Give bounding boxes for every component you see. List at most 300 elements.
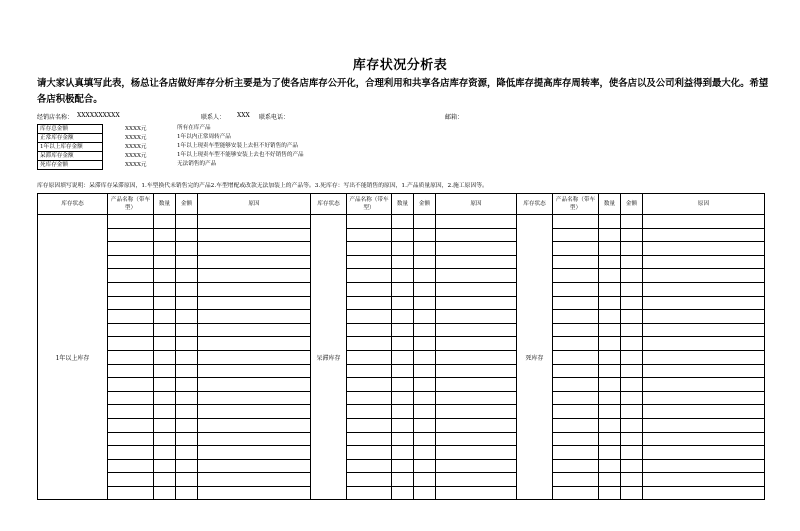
reason-cell[interactable] bbox=[436, 364, 517, 378]
reason-cell[interactable] bbox=[643, 432, 765, 446]
product-cell[interactable] bbox=[108, 391, 154, 405]
amount-cell[interactable] bbox=[176, 323, 198, 337]
product-cell[interactable] bbox=[108, 269, 154, 283]
reason-cell[interactable] bbox=[198, 215, 311, 229]
table-row bbox=[38, 486, 765, 500]
product-cell[interactable] bbox=[108, 473, 154, 487]
amount-cell[interactable] bbox=[621, 418, 643, 432]
product-cell[interactable] bbox=[347, 242, 392, 256]
header-qty: 数量 bbox=[599, 194, 621, 215]
product-cell[interactable] bbox=[553, 432, 599, 446]
amount-cell[interactable] bbox=[414, 405, 436, 419]
amount-cell[interactable] bbox=[176, 378, 198, 392]
reason-cell[interactable] bbox=[198, 473, 311, 487]
table-row bbox=[38, 337, 765, 351]
product-cell[interactable] bbox=[108, 459, 154, 473]
reason-cell[interactable] bbox=[436, 269, 517, 283]
reason-cell[interactable] bbox=[436, 459, 517, 473]
summary-row bbox=[38, 134, 184, 143]
qty-cell[interactable] bbox=[154, 255, 176, 269]
reason-cell[interactable] bbox=[643, 391, 765, 405]
product-cell[interactable] bbox=[347, 391, 392, 405]
reason-cell[interactable] bbox=[436, 296, 517, 310]
qty-cell[interactable] bbox=[599, 391, 621, 405]
amount-cell[interactable] bbox=[176, 405, 198, 419]
table-row bbox=[38, 323, 765, 337]
amount-cell[interactable] bbox=[621, 282, 643, 296]
table-row bbox=[38, 364, 765, 378]
header-product: 产品名称（带车型） bbox=[553, 194, 599, 215]
reason-cell[interactable] bbox=[436, 242, 517, 256]
product-cell[interactable] bbox=[347, 310, 392, 324]
table-row bbox=[38, 405, 765, 419]
product-cell[interactable] bbox=[347, 296, 392, 310]
product-cell[interactable] bbox=[553, 364, 599, 378]
amount-cell[interactable] bbox=[621, 310, 643, 324]
qty-cell[interactable] bbox=[599, 310, 621, 324]
amount-cell[interactable] bbox=[621, 215, 643, 229]
qty-cell[interactable] bbox=[154, 446, 176, 460]
reason-cell[interactable] bbox=[643, 242, 765, 256]
qty-cell[interactable] bbox=[154, 418, 176, 432]
reason-cell[interactable] bbox=[643, 350, 765, 364]
reason-cell[interactable] bbox=[198, 350, 311, 364]
qty-cell[interactable] bbox=[392, 405, 414, 419]
product-cell[interactable] bbox=[108, 486, 154, 500]
summary-label: 正常库存金额 bbox=[38, 134, 103, 143]
product-cell[interactable] bbox=[553, 310, 599, 324]
amount-cell[interactable] bbox=[176, 310, 198, 324]
amount-cell[interactable] bbox=[176, 459, 198, 473]
reason-cell[interactable] bbox=[198, 255, 311, 269]
amount-cell[interactable] bbox=[414, 282, 436, 296]
qty-cell[interactable] bbox=[392, 269, 414, 283]
qty-cell[interactable] bbox=[154, 296, 176, 310]
reason-cell[interactable] bbox=[436, 310, 517, 324]
amount-cell[interactable] bbox=[414, 310, 436, 324]
product-cell[interactable] bbox=[553, 296, 599, 310]
amount-cell[interactable] bbox=[621, 228, 643, 242]
status-cell: 1年以上库存 bbox=[38, 215, 108, 500]
qty-cell[interactable] bbox=[392, 323, 414, 337]
qty-cell[interactable] bbox=[154, 310, 176, 324]
qty-cell[interactable] bbox=[154, 364, 176, 378]
reason-cell[interactable] bbox=[643, 446, 765, 460]
product-cell[interactable] bbox=[108, 296, 154, 310]
amount-cell[interactable] bbox=[176, 446, 198, 460]
summary-label: 呆滞库存金额 bbox=[38, 152, 103, 161]
qty-cell[interactable] bbox=[599, 459, 621, 473]
qty-cell[interactable] bbox=[154, 228, 176, 242]
product-cell[interactable] bbox=[347, 418, 392, 432]
contact-value: XXX bbox=[237, 112, 250, 119]
qty-cell[interactable] bbox=[154, 486, 176, 500]
grid-body bbox=[38, 215, 765, 500]
amount-cell[interactable] bbox=[176, 486, 198, 500]
amount-cell[interactable] bbox=[414, 446, 436, 460]
product-cell[interactable] bbox=[108, 255, 154, 269]
amount-cell[interactable] bbox=[414, 364, 436, 378]
reason-cell[interactable] bbox=[436, 282, 517, 296]
amount-cell[interactable] bbox=[414, 473, 436, 487]
amount-cell[interactable] bbox=[176, 255, 198, 269]
product-cell[interactable] bbox=[553, 378, 599, 392]
header-amount: 金额 bbox=[621, 194, 643, 215]
product-cell[interactable] bbox=[553, 459, 599, 473]
product-cell[interactable] bbox=[347, 228, 392, 242]
amount-cell[interactable] bbox=[414, 228, 436, 242]
summary-row bbox=[38, 143, 184, 152]
amount-cell[interactable] bbox=[621, 255, 643, 269]
reason-cell[interactable] bbox=[436, 337, 517, 351]
table-row bbox=[38, 418, 765, 432]
reason-cell[interactable] bbox=[198, 405, 311, 419]
product-cell[interactable] bbox=[553, 269, 599, 283]
reason-cell[interactable] bbox=[643, 282, 765, 296]
product-cell[interactable] bbox=[108, 228, 154, 242]
reason-cell[interactable] bbox=[436, 418, 517, 432]
reason-cell[interactable] bbox=[198, 337, 311, 351]
table-row bbox=[38, 432, 765, 446]
amount-cell[interactable] bbox=[176, 337, 198, 351]
reason-cell[interactable] bbox=[436, 255, 517, 269]
dealer-label: 经销店名称： bbox=[37, 114, 74, 121]
table-row bbox=[38, 228, 765, 242]
reason-cell[interactable] bbox=[643, 486, 765, 500]
reason-cell[interactable] bbox=[198, 282, 311, 296]
reason-cell[interactable] bbox=[198, 378, 311, 392]
amount-cell[interactable] bbox=[621, 459, 643, 473]
product-cell[interactable] bbox=[347, 405, 392, 419]
product-cell[interactable] bbox=[347, 215, 392, 229]
reason-cell[interactable] bbox=[198, 459, 311, 473]
amount-cell[interactable] bbox=[621, 337, 643, 351]
product-cell[interactable] bbox=[553, 473, 599, 487]
product-cell[interactable] bbox=[108, 418, 154, 432]
amount-cell[interactable] bbox=[176, 432, 198, 446]
amount-cell[interactable] bbox=[176, 391, 198, 405]
qty-cell[interactable] bbox=[392, 242, 414, 256]
reason-cell[interactable] bbox=[436, 323, 517, 337]
reason-cell[interactable] bbox=[436, 486, 517, 500]
qty-cell[interactable] bbox=[392, 418, 414, 432]
product-cell[interactable] bbox=[553, 255, 599, 269]
qty-cell[interactable] bbox=[392, 282, 414, 296]
qty-cell[interactable] bbox=[392, 378, 414, 392]
qty-cell[interactable] bbox=[599, 405, 621, 419]
product-cell[interactable] bbox=[347, 486, 392, 500]
product-cell[interactable] bbox=[347, 378, 392, 392]
product-cell[interactable] bbox=[347, 432, 392, 446]
qty-cell[interactable] bbox=[599, 242, 621, 256]
product-cell[interactable] bbox=[108, 432, 154, 446]
product-cell[interactable] bbox=[553, 405, 599, 419]
qty-cell[interactable] bbox=[599, 282, 621, 296]
status-cell: 呆滞库存 bbox=[311, 215, 347, 500]
reason-cell[interactable] bbox=[643, 364, 765, 378]
summary-description: 1年以上现卖车型能够安装上去但不好销售的产品 bbox=[177, 143, 299, 149]
qty-cell[interactable] bbox=[154, 378, 176, 392]
qty-cell[interactable] bbox=[599, 473, 621, 487]
product-cell[interactable] bbox=[347, 255, 392, 269]
amount-cell[interactable] bbox=[621, 350, 643, 364]
qty-cell[interactable] bbox=[599, 378, 621, 392]
table-row bbox=[38, 446, 765, 460]
qty-cell[interactable] bbox=[154, 282, 176, 296]
product-cell[interactable] bbox=[553, 215, 599, 229]
reason-cell[interactable] bbox=[643, 296, 765, 310]
reason-instructions: 库存原因填写说明：呆滞库存呆滞原因，1.车型换代未销售完的产品2.车型增配或改款无法加装上的产品等。3.死库存：写出不能销售的原因，1.产品质量原因，2.施工原因等。 bbox=[37, 183, 488, 189]
qty-cell[interactable] bbox=[154, 337, 176, 351]
table-row bbox=[38, 350, 765, 364]
product-cell[interactable] bbox=[108, 405, 154, 419]
qty-cell[interactable] bbox=[154, 269, 176, 283]
amount-cell[interactable] bbox=[176, 269, 198, 283]
amount-cell[interactable] bbox=[621, 405, 643, 419]
qty-cell[interactable] bbox=[599, 350, 621, 364]
amount-cell[interactable] bbox=[176, 364, 198, 378]
qty-cell[interactable] bbox=[392, 473, 414, 487]
amount-cell[interactable] bbox=[414, 432, 436, 446]
reason-cell[interactable] bbox=[643, 228, 765, 242]
reason-cell[interactable] bbox=[198, 296, 311, 310]
product-cell[interactable] bbox=[108, 310, 154, 324]
amount-cell[interactable] bbox=[414, 378, 436, 392]
product-cell[interactable] bbox=[553, 242, 599, 256]
qty-cell[interactable] bbox=[392, 350, 414, 364]
amount-cell[interactable] bbox=[414, 215, 436, 229]
amount-cell[interactable] bbox=[414, 459, 436, 473]
qty-cell[interactable] bbox=[154, 242, 176, 256]
qty-cell[interactable] bbox=[599, 418, 621, 432]
reason-cell[interactable] bbox=[643, 405, 765, 419]
reason-cell[interactable] bbox=[198, 432, 311, 446]
reason-cell[interactable] bbox=[436, 391, 517, 405]
reason-cell[interactable] bbox=[436, 228, 517, 242]
reason-cell[interactable] bbox=[198, 242, 311, 256]
reason-cell[interactable] bbox=[436, 350, 517, 364]
header-reason: 原因 bbox=[643, 194, 765, 215]
qty-cell[interactable] bbox=[392, 432, 414, 446]
qty-cell[interactable] bbox=[392, 391, 414, 405]
grid-header-row bbox=[38, 194, 765, 215]
reason-cell[interactable] bbox=[643, 215, 765, 229]
reason-cell[interactable] bbox=[198, 364, 311, 378]
qty-cell[interactable] bbox=[392, 228, 414, 242]
reason-cell[interactable] bbox=[643, 418, 765, 432]
reason-cell[interactable] bbox=[198, 310, 311, 324]
summary-row bbox=[38, 161, 184, 170]
amount-cell[interactable] bbox=[621, 446, 643, 460]
product-cell[interactable] bbox=[108, 242, 154, 256]
product-cell[interactable] bbox=[108, 337, 154, 351]
amount-cell[interactable] bbox=[621, 296, 643, 310]
amount-cell[interactable] bbox=[414, 337, 436, 351]
reason-cell[interactable] bbox=[198, 486, 311, 500]
table-row bbox=[38, 242, 765, 256]
qty-cell[interactable] bbox=[154, 405, 176, 419]
qty-cell[interactable] bbox=[154, 215, 176, 229]
amount-cell[interactable] bbox=[414, 391, 436, 405]
qty-cell[interactable] bbox=[392, 459, 414, 473]
qty-cell[interactable] bbox=[599, 486, 621, 500]
product-cell[interactable] bbox=[108, 350, 154, 364]
header-status: 库存状态 bbox=[311, 194, 347, 215]
amount-cell[interactable] bbox=[621, 486, 643, 500]
header-status: 库存状态 bbox=[517, 194, 553, 215]
product-cell[interactable] bbox=[553, 350, 599, 364]
amount-cell[interactable] bbox=[176, 296, 198, 310]
amount-cell[interactable] bbox=[621, 323, 643, 337]
product-cell[interactable] bbox=[347, 337, 392, 351]
amount-cell[interactable] bbox=[414, 296, 436, 310]
amount-cell[interactable] bbox=[414, 323, 436, 337]
qty-cell[interactable] bbox=[392, 296, 414, 310]
qty-cell[interactable] bbox=[599, 446, 621, 460]
reason-cell[interactable] bbox=[643, 255, 765, 269]
qty-cell[interactable] bbox=[599, 364, 621, 378]
qty-cell[interactable] bbox=[599, 432, 621, 446]
amount-cell[interactable] bbox=[414, 255, 436, 269]
inventory-grid bbox=[37, 193, 765, 500]
qty-cell[interactable] bbox=[154, 432, 176, 446]
amount-cell[interactable] bbox=[621, 364, 643, 378]
qty-cell[interactable] bbox=[599, 323, 621, 337]
qty-cell[interactable] bbox=[392, 486, 414, 500]
amount-cell[interactable] bbox=[621, 391, 643, 405]
header-reason: 原因 bbox=[436, 194, 517, 215]
product-cell[interactable] bbox=[108, 215, 154, 229]
reason-cell[interactable] bbox=[198, 418, 311, 432]
product-cell[interactable] bbox=[553, 228, 599, 242]
amount-cell[interactable] bbox=[414, 242, 436, 256]
qty-cell[interactable] bbox=[599, 296, 621, 310]
amount-cell[interactable] bbox=[414, 486, 436, 500]
summary-label: 死库存金额 bbox=[38, 161, 103, 170]
summary-label: 1年以上库存金额 bbox=[38, 143, 103, 152]
product-cell[interactable] bbox=[553, 391, 599, 405]
product-cell[interactable] bbox=[108, 378, 154, 392]
amount-cell[interactable] bbox=[176, 418, 198, 432]
reason-cell[interactable] bbox=[198, 391, 311, 405]
header-product: 产品名称（带车型） bbox=[347, 194, 392, 215]
amount-cell[interactable] bbox=[414, 269, 436, 283]
reason-cell[interactable] bbox=[198, 228, 311, 242]
table-row bbox=[38, 378, 765, 392]
amount-cell[interactable] bbox=[621, 378, 643, 392]
reason-cell[interactable] bbox=[643, 269, 765, 283]
qty-cell[interactable] bbox=[392, 310, 414, 324]
amount-cell[interactable] bbox=[414, 418, 436, 432]
table-row bbox=[38, 473, 765, 487]
qty-cell[interactable] bbox=[599, 228, 621, 242]
product-cell[interactable] bbox=[347, 446, 392, 460]
table-row bbox=[38, 255, 765, 269]
amount-cell[interactable] bbox=[621, 242, 643, 256]
qty-cell[interactable] bbox=[392, 446, 414, 460]
product-cell[interactable] bbox=[108, 364, 154, 378]
product-cell[interactable] bbox=[553, 282, 599, 296]
product-cell[interactable] bbox=[553, 486, 599, 500]
reason-cell[interactable] bbox=[436, 473, 517, 487]
summary-row bbox=[38, 125, 184, 134]
reason-cell[interactable] bbox=[643, 323, 765, 337]
qty-cell[interactable] bbox=[599, 269, 621, 283]
amount-cell[interactable] bbox=[176, 242, 198, 256]
amount-cell[interactable] bbox=[414, 350, 436, 364]
summary-description: 1年以内正常周转产品 bbox=[177, 134, 231, 140]
product-cell[interactable] bbox=[347, 269, 392, 283]
reason-cell[interactable] bbox=[643, 459, 765, 473]
product-cell[interactable] bbox=[553, 337, 599, 351]
reason-cell[interactable] bbox=[643, 473, 765, 487]
amount-cell[interactable] bbox=[621, 269, 643, 283]
reason-cell[interactable] bbox=[198, 269, 311, 283]
product-cell[interactable] bbox=[553, 418, 599, 432]
qty-cell[interactable] bbox=[154, 391, 176, 405]
qty-cell[interactable] bbox=[599, 337, 621, 351]
product-cell[interactable] bbox=[347, 350, 392, 364]
qty-cell[interactable] bbox=[392, 364, 414, 378]
reason-cell[interactable] bbox=[436, 446, 517, 460]
product-cell[interactable] bbox=[347, 282, 392, 296]
table-row bbox=[38, 310, 765, 324]
amount-cell[interactable] bbox=[176, 215, 198, 229]
reason-cell[interactable] bbox=[643, 337, 765, 351]
qty-cell[interactable] bbox=[599, 215, 621, 229]
reason-cell[interactable] bbox=[436, 432, 517, 446]
reason-cell[interactable] bbox=[643, 310, 765, 324]
qty-cell[interactable] bbox=[392, 215, 414, 229]
product-cell[interactable] bbox=[553, 446, 599, 460]
product-cell[interactable] bbox=[108, 446, 154, 460]
amount-cell[interactable] bbox=[176, 473, 198, 487]
product-cell[interactable] bbox=[347, 473, 392, 487]
qty-cell[interactable] bbox=[392, 337, 414, 351]
qty-cell[interactable] bbox=[154, 459, 176, 473]
reason-cell[interactable] bbox=[436, 405, 517, 419]
email-label: 邮箱： bbox=[445, 114, 464, 121]
amount-cell[interactable] bbox=[176, 228, 198, 242]
qty-cell[interactable] bbox=[392, 255, 414, 269]
reason-cell[interactable] bbox=[198, 323, 311, 337]
intro-paragraph: 请大家认真填写此表，杨总让各店做好库存分析主要是为了使各店库存公开化，合理利用和共享各店库存资源，降低库存提高库存周转率，使各店以及公司利益得到最大化。希望各店积极配合。 bbox=[37, 78, 769, 105]
reason-cell[interactable] bbox=[643, 378, 765, 392]
amount-cell[interactable] bbox=[176, 282, 198, 296]
table-row bbox=[38, 296, 765, 310]
qty-cell[interactable] bbox=[154, 350, 176, 364]
reason-cell[interactable] bbox=[436, 378, 517, 392]
qty-cell[interactable] bbox=[154, 323, 176, 337]
reason-cell[interactable] bbox=[436, 215, 517, 229]
summary-value: XXXX元 bbox=[125, 162, 147, 168]
product-cell[interactable] bbox=[108, 282, 154, 296]
product-cell[interactable] bbox=[347, 323, 392, 337]
amount-cell[interactable] bbox=[621, 473, 643, 487]
product-cell[interactable] bbox=[347, 459, 392, 473]
product-cell[interactable] bbox=[108, 323, 154, 337]
header-qty: 数量 bbox=[392, 194, 414, 215]
amount-cell[interactable] bbox=[176, 350, 198, 364]
header-status: 库存状态 bbox=[38, 194, 108, 215]
qty-cell[interactable] bbox=[154, 473, 176, 487]
product-cell[interactable] bbox=[553, 323, 599, 337]
table-row bbox=[38, 215, 765, 229]
amount-cell[interactable] bbox=[621, 432, 643, 446]
qty-cell[interactable] bbox=[599, 255, 621, 269]
product-cell[interactable] bbox=[347, 364, 392, 378]
reason-cell[interactable] bbox=[198, 446, 311, 460]
